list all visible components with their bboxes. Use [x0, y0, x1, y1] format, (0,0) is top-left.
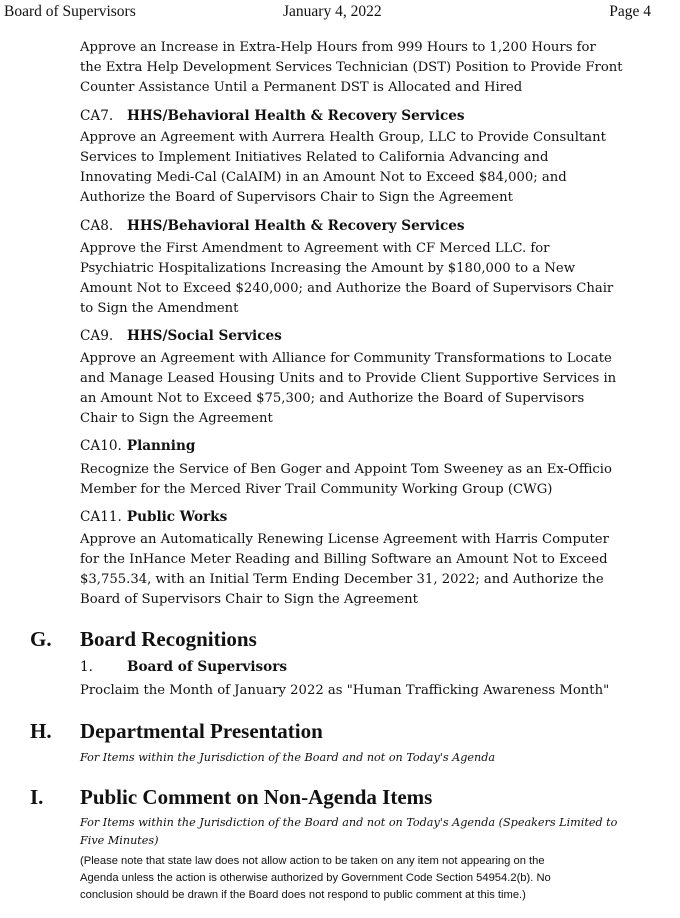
item-ca10-heading	[80, 436, 195, 456]
item-number: CA7.	[80, 108, 114, 124]
section-g-text: Proclaim the Month of January 2022 as "Human Trafficking Awareness Month"	[80, 683, 610, 698]
text-line: an Amount Not to Exceed $75,300; and Authorize the Board of Supervisors	[80, 391, 585, 406]
item-number: CA9.	[80, 328, 114, 344]
item-number: CA10.	[80, 438, 122, 454]
text-line: (Please note that state law does not allow action to be taken on any item not appearing on the	[80, 855, 545, 867]
item-title: HHS/Behavioral Health & Recovery Services	[127, 108, 465, 124]
section-g-title: Board Recognitions	[80, 627, 257, 651]
text-line: Approve an Automatically Renewing License Agreement with Harris Computer	[80, 532, 609, 547]
text-line: conclusion should be drawn if the Board does not respond to public comment at this time.)	[80, 889, 526, 901]
text-line: and Manage Leased Housing Units and to Provide Client Supportive Services in	[80, 371, 617, 386]
item-ca8-description	[80, 239, 670, 319]
section-i-note	[80, 814, 670, 850]
text-line: Approve an Agreement with Alliance for Community Transformations to Locate	[80, 351, 612, 366]
text-line: Amount Not to Exceed $240,000; and Authorize the Board of Supervisors Chair	[80, 281, 614, 296]
text-line: Approve the First Amendment to Agreement with CF Merced LLC. for	[80, 241, 550, 256]
section-g-letter: G.	[30, 627, 52, 651]
text-line: Psychiatric Hospitalizations Increasing the Amount by $180,000 to a New	[80, 261, 576, 276]
sub-item-number: 1.	[80, 659, 93, 675]
item-title: HHS/Behavioral Health & Recovery Services	[127, 218, 465, 234]
section-g-subheading	[80, 657, 287, 677]
text-line: Approve an Increase in Extra-Help Hours from 999 Hours to 1,200 Hours for	[80, 40, 596, 55]
text-line: $3,755.34, with an Initial Term Ending December 31, 2022; and Authorize the	[80, 572, 604, 587]
text-line: For Items within the Jurisdiction of the Board and not on Today's Agenda (Speakers Limited to	[80, 816, 618, 829]
text-line: Agenda unless the action is otherwise authorized by Government Code Section 54954.2(b). No	[80, 872, 551, 884]
item-ca9-heading	[80, 326, 282, 346]
sub-item-title: Board of Supervisors	[127, 659, 288, 675]
ca6-description	[80, 38, 670, 98]
section-i-letter: I.	[30, 785, 44, 809]
header-date: January 4, 2022	[283, 3, 382, 20]
text-line: Services to Implement Initiatives Related to California Advancing and	[80, 150, 549, 165]
section-h-note: For Items within the Jurisdiction of the Board and not on Today's Agenda	[80, 751, 496, 764]
item-ca9-description	[80, 349, 670, 429]
item-ca7-description	[80, 128, 670, 208]
text-line: Chair to Sign the Agreement	[80, 411, 273, 426]
item-title: HHS/Social Services	[127, 328, 282, 344]
item-ca8-heading	[80, 216, 465, 236]
text-line: to Sign the Amendment	[80, 301, 239, 316]
section-h-letter: H.	[30, 719, 52, 743]
text-line: for the InHance Meter Reading and Billing Software an Amount Not to Exceed	[80, 552, 608, 567]
item-title: Planning	[126, 438, 196, 454]
header-board-name: Board of Supervisors	[4, 3, 136, 20]
item-ca11-heading	[80, 507, 227, 527]
text-line: Approve an Agreement with Aurrera Health Group, LLC to Provide Consultant	[80, 130, 606, 145]
text-line: Innovating Medi-Cal (CalAIM) in an Amount Not to Exceed $84,000; and	[80, 170, 567, 185]
item-ca7-heading	[80, 106, 465, 126]
header-page-number: Page 4	[609, 3, 651, 20]
item-ca11-description	[80, 530, 670, 610]
text-line: Counter Assistance Until a Permanent DST is Allocated and Hired	[80, 80, 523, 95]
item-ca10-description	[80, 460, 670, 500]
text-line: Member for the Merced River Trail Community Working Group (CWG)	[80, 482, 553, 497]
text-line: Five Minutes)	[80, 834, 159, 847]
section-i-disclaimer	[80, 853, 670, 904]
item-number: CA8.	[80, 218, 114, 234]
text-line: Authorize the Board of Supervisors Chair to Sign the Agreement	[80, 190, 513, 205]
text-line: Recognize the Service of Ben Goger and Appoint Tom Sweeney as an Ex-Officio	[80, 462, 612, 477]
page-header	[0, 3, 680, 23]
item-title: Public Works	[126, 509, 228, 525]
text-line: the Extra Help Development Services Technician (DST) Position to Provide Front	[80, 60, 623, 75]
section-i-title: Public Comment on Non-Agenda Items	[80, 785, 433, 809]
section-h-title: Departmental Presentation	[80, 719, 323, 743]
text-line: Board of Supervisors Chair to Sign the Agreement	[80, 592, 418, 607]
item-number: CA11.	[80, 509, 122, 525]
